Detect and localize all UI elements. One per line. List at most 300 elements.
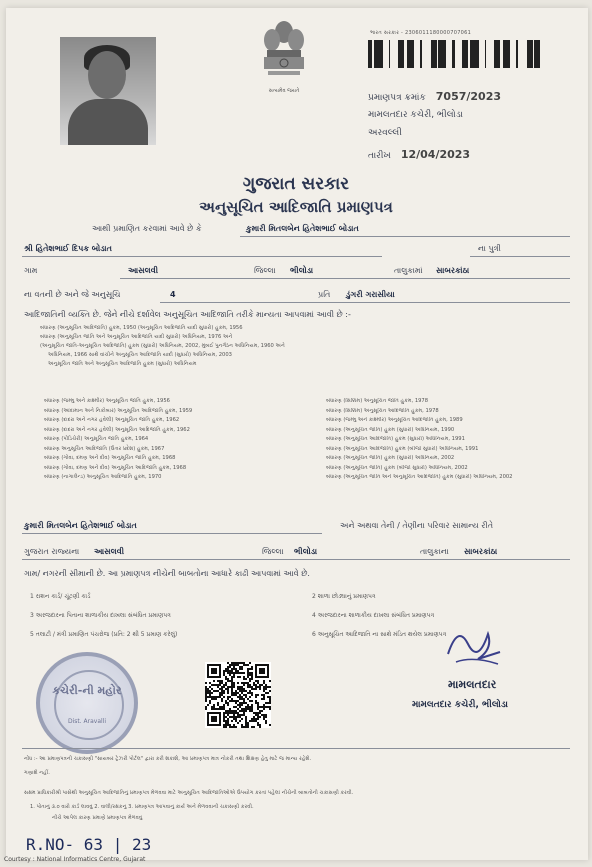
barcode-bar [440, 40, 443, 68]
qr-module [227, 662, 229, 664]
barcode-bar [371, 40, 372, 68]
qr-module [255, 714, 257, 716]
qr-module [239, 702, 241, 704]
order-item: બંધારણ (આંદામાન અને નિકોબાર) અનુસૂચિત આદિજાતિ હુકમ, 1959 [44, 407, 193, 414]
note-3: 1. પોતાનું ૩.૦ વારો કાર્ડ લાવવું 2. વાલી/રક્ષકનું 3. પ્રમાણપત્ર આપવાનું કાર્ય અને મેળવવાની ચકાસણી કરવી. [30, 804, 254, 810]
qr-module [259, 668, 265, 674]
qr-module [229, 712, 231, 714]
basis-item [312, 631, 446, 639]
qr-module [237, 672, 239, 674]
qr-module [241, 682, 243, 684]
qr-module [241, 714, 243, 716]
qr-module [241, 702, 243, 704]
qr-module [211, 708, 213, 710]
qr-module [231, 678, 233, 680]
qr-module [265, 692, 267, 694]
qr-module [261, 706, 263, 708]
qr-module [245, 718, 247, 720]
qr-module [239, 698, 241, 700]
qr-module [239, 676, 241, 678]
qr-module [225, 722, 227, 724]
qr-module [253, 720, 255, 722]
order-item: બંધારણ (સિક્કિમ) અનુસૂચિત આદિજાતિ હુકમ, 1978 [326, 407, 439, 414]
qr-module [239, 706, 241, 708]
qr-module [269, 680, 271, 682]
qr-module [257, 706, 259, 708]
qr-module [229, 696, 231, 698]
barcode [368, 40, 540, 68]
officer-signature [438, 614, 508, 674]
barcode-bar [413, 40, 414, 68]
qr-module [233, 716, 235, 718]
qr-module [227, 680, 229, 682]
qr-module [231, 688, 233, 690]
qr-module [223, 726, 225, 728]
taluka-label: તાલુકામાં [394, 266, 423, 275]
qr-module [241, 698, 243, 700]
qr-module [263, 708, 265, 710]
qr-module [265, 686, 267, 688]
qr-module [269, 690, 271, 692]
qr-module [237, 686, 239, 688]
qr-module [229, 716, 231, 718]
barcode-bar [527, 40, 528, 68]
qr-module [221, 700, 223, 702]
qr-module [245, 706, 247, 708]
qr-module [233, 674, 235, 676]
district-label: જિલ્લા [254, 266, 276, 275]
order-item: બંધારણ (પોંડિચેરી) અનુસૂચિત જાતિ હુકમ, 1964 [44, 436, 149, 442]
qr-module [225, 670, 227, 672]
qr-module [211, 706, 213, 708]
schedule-no: 4 [170, 290, 176, 299]
qr-module [225, 668, 227, 670]
qr-module [227, 698, 229, 700]
tribe-statement: આદિજાતિની વ્યક્તિ છે. જેને નીચે દર્શાવેલ અનુસૂચિત આદિજાતિ તરીકે માન્યતા આપવામાં આવી છે :- [24, 310, 351, 319]
qr-module [263, 694, 265, 696]
qr-module [207, 704, 209, 706]
qr-module [241, 704, 243, 706]
order-item: બંધારણ (નાગાલેન્ડ) અનુસૂચિત આદિજાતિ હુકમ, 1970 [44, 474, 162, 480]
qr-module [205, 688, 207, 690]
qr-module [251, 710, 253, 712]
emblem-caption: સત્યમેવ જયતે [268, 88, 300, 94]
qr-module [249, 668, 251, 670]
qr-module [243, 684, 245, 686]
qr-module [241, 688, 243, 690]
qr-module [257, 716, 259, 718]
qr-module [247, 722, 249, 724]
qr-module [209, 702, 211, 704]
qr-module [241, 692, 243, 694]
qr-module [205, 692, 207, 694]
qr-module [217, 686, 219, 688]
qr-module [235, 670, 237, 672]
order-item: બંધારણ (અનુસૂચિત આદિજાતિ) હુકમ (સુધારો) અધિનિયમ, 1991 [326, 436, 465, 442]
qr-module [225, 726, 227, 728]
qr-module [267, 692, 269, 694]
qr-module [235, 702, 237, 704]
qr-module [239, 672, 241, 674]
qr-module [267, 686, 269, 688]
qr-module [237, 716, 239, 718]
qr-module [235, 718, 237, 720]
qr-module [243, 700, 245, 702]
qr-module [233, 726, 235, 728]
qr-module [225, 712, 227, 714]
qr-module [211, 668, 217, 674]
qr-module [227, 722, 229, 724]
barcode-bar [410, 40, 413, 68]
qr-module [209, 686, 211, 688]
footer-credit: Courtesy : National Informatics Centre, Gujarat [4, 856, 146, 863]
note-2: સક્ષમ પ્રાધિકારીશ્રી પાસેથી અનુસૂચિત આદિજાતિનું પ્રમાણપત્ર મેળવવા માટે અનુસૂચિત આદિજાતિઓએ ઉપયોગ કરતાં પહેલાં નીચેની બાબતોની ચકાસણી કરવી. [24, 790, 354, 796]
qr-module [255, 700, 257, 702]
qr-module [227, 718, 229, 720]
father-name: શ્રી હિતેશભાઈ દિપક બોડાત [24, 244, 112, 253]
qr-module [219, 682, 221, 684]
qr-module [245, 682, 247, 684]
qr-module [235, 710, 237, 712]
barcode-bar [530, 40, 533, 68]
qr-module [249, 672, 251, 674]
qr-module [217, 696, 219, 698]
barcode-bar [443, 40, 444, 68]
qr-module [239, 720, 241, 722]
basis-item-text: અરજદારના શાળાકીય દાખલા સંબંધિત પ્રમાણપત્ર [317, 612, 435, 619]
qr-module [231, 710, 233, 712]
qr-module [247, 726, 249, 728]
qr-module [225, 676, 227, 678]
qr-module [247, 676, 249, 678]
qr-module [217, 680, 219, 682]
national-emblem-icon [258, 18, 310, 94]
qr-module [231, 720, 233, 722]
barcode-bar [407, 40, 408, 68]
qr-module [249, 674, 251, 676]
barcode-bar [509, 40, 510, 68]
qr-module [257, 702, 259, 704]
village-label: ગામ [24, 266, 38, 275]
qr-module [251, 678, 253, 680]
qr-module [241, 690, 243, 692]
qr-module [259, 712, 261, 714]
qr-module [231, 686, 233, 688]
officer-title: મામલતદાર [448, 678, 497, 691]
qr-module [229, 674, 231, 676]
qr-module [209, 682, 211, 684]
qr-module [213, 684, 215, 686]
qr-module [269, 696, 271, 698]
qr-module [245, 696, 247, 698]
qr-module [263, 698, 265, 700]
qr-module [219, 680, 221, 682]
barcode-bar [474, 40, 476, 68]
qr-module [255, 718, 257, 720]
qr-module [229, 724, 231, 726]
order-item: બંધારણ (દાદરા અને નગર હવેલી) અનુસૂચિત જાતિ હુકમ, 1962 [44, 417, 180, 423]
qr-module [223, 716, 225, 718]
qr-module [255, 720, 257, 722]
qr-module [251, 676, 253, 678]
family-text: અને અથવા તેની / તેણીના પરિવાર સામાન્ય રીતે [340, 521, 494, 530]
qr-module [243, 676, 245, 678]
qr-module [247, 674, 249, 676]
qr-module [235, 716, 237, 718]
issue-date: તારીખ 12/04/2023 [368, 148, 471, 161]
office-name: મામલતદાર કચેરી, ભીલોડા [368, 110, 463, 120]
qr-module [217, 690, 219, 692]
qr-module [229, 672, 231, 674]
qr-module [269, 700, 271, 702]
basis-item-number: 1 [30, 593, 36, 600]
qr-module [243, 664, 245, 666]
qr-module [221, 692, 223, 694]
qr-module [227, 714, 229, 716]
qr-module [245, 664, 247, 666]
qr-module [259, 688, 261, 690]
qr-module [211, 692, 213, 694]
qr-module [253, 682, 255, 684]
qr-module [243, 678, 245, 680]
qr-module [263, 682, 265, 684]
qr-module [227, 668, 229, 670]
qr-module [243, 672, 245, 674]
qr-module [205, 708, 207, 710]
qr-module [263, 718, 265, 720]
qr-module [205, 682, 207, 684]
qr-module [233, 666, 235, 668]
order-item: બંધારણ (ગોવા, દમણ અને દીવ) અનુસૂચિત આદિજાતિ હુકમ, 1968 [44, 464, 187, 471]
qr-module [245, 724, 247, 726]
qr-module [251, 688, 253, 690]
qr-module [255, 684, 257, 686]
qr-module [247, 724, 249, 726]
qr-module [227, 666, 229, 668]
qr-module [249, 700, 251, 702]
barcode-bar [378, 40, 380, 68]
qr-module [215, 708, 217, 710]
qr-module [243, 682, 245, 684]
government-title: ગુજરાત સરકાર [242, 174, 350, 194]
qr-module [241, 726, 243, 728]
barcode-bar [470, 40, 473, 68]
qr-module [267, 706, 269, 708]
note-1b: ગણાશે નહીં. [24, 770, 50, 776]
qr-module [205, 698, 207, 700]
qr-module [229, 686, 231, 688]
qr-module [235, 706, 237, 708]
qr-module [255, 694, 257, 696]
basis-item-text: તલાટી / મંત્રી પ્રમાણિત પંચરોજ (પ્રતિ: 2 થી 5 પ્રમાણ કરેલું) [35, 631, 178, 638]
barcode-bar [503, 40, 504, 68]
certificate-number: પ્રમાણપત્ર ક્રમાંક 7057/2023 [368, 90, 502, 103]
qr-module [257, 686, 259, 688]
qr-module [213, 704, 215, 706]
barcode-bar [431, 40, 432, 68]
qr-module [247, 704, 249, 706]
qr-module [249, 706, 251, 708]
qr-module [211, 716, 217, 722]
qr-module [231, 690, 233, 692]
qr-module [249, 710, 251, 712]
qr-module [217, 708, 219, 710]
qr-module [241, 696, 243, 698]
qr-module [237, 670, 239, 672]
order-item: બંધારણ (અનુસૂચિત જાતિ) હુકમ (બીજો સુધારો) અધિનિયમ, 2002 [326, 464, 468, 471]
barcode-bar [498, 40, 500, 68]
qr-module [259, 716, 261, 718]
qr-module [265, 684, 267, 686]
handwritten-registration-number: R.NO- 63 | 23 [26, 835, 152, 854]
qr-module [251, 700, 253, 702]
qr-module [239, 686, 241, 688]
qr-module [269, 702, 271, 704]
qr-module [253, 718, 255, 720]
qr-module [251, 706, 253, 708]
qr-module [231, 684, 233, 686]
qr-module [239, 710, 241, 712]
qr-module [263, 714, 265, 716]
qr-module [247, 686, 249, 688]
qr-module [247, 664, 249, 666]
qr-module [219, 692, 221, 694]
qr-module [227, 692, 229, 694]
qr-module [227, 686, 229, 688]
qr-module [209, 694, 211, 696]
qr-module [253, 684, 255, 686]
qr-module [245, 722, 247, 724]
barcode-bar [432, 40, 434, 68]
qr-module [221, 690, 223, 692]
qr-module [267, 696, 269, 698]
qr-module [227, 710, 229, 712]
qr-module [221, 682, 223, 684]
qr-module [217, 702, 219, 704]
qr-module [231, 676, 233, 678]
qr-module [233, 700, 235, 702]
qr-module [243, 688, 245, 690]
barcode-bar [534, 40, 536, 68]
qr-module [261, 710, 263, 712]
caste-name: ડુંગરી ગરાસીયા [346, 290, 395, 299]
qr-module [227, 720, 229, 722]
qr-module [227, 704, 229, 706]
qr-module [229, 700, 231, 702]
qr-module [209, 692, 211, 694]
qr-module [245, 708, 247, 710]
qr-module [263, 696, 265, 698]
certificate-title: અનુસૂચિત આદિજાતિ પ્રમાણપત્ર [199, 198, 393, 216]
qr-module [217, 704, 219, 706]
certify-intro: આથી પ્રમાણિત કરવામાં આવે છે કે [92, 224, 202, 233]
qr-module [239, 714, 241, 716]
qr-module [231, 712, 233, 714]
qr-module [245, 710, 247, 712]
qr-module [231, 662, 233, 664]
qr-module [205, 686, 207, 688]
order-item: બંધારણ (અનુસૂચિત જાતિ) હુકમ (સુધારો) અધિનિયમ, 1990 [326, 426, 455, 433]
qr-module [223, 690, 225, 692]
qr-module [211, 688, 213, 690]
applicant-name: કુમારી મિતલબેન હિતેશભાઈ બોડાત [246, 224, 359, 233]
qr-module [237, 682, 239, 684]
qr-module [237, 696, 239, 698]
qr-module [239, 694, 241, 696]
qr-module [241, 662, 243, 664]
qr-module [239, 704, 241, 706]
qr-module [263, 690, 265, 692]
qr-module [239, 696, 241, 698]
qr-module [233, 706, 235, 708]
barcode-bar [438, 40, 440, 68]
qr-module [257, 680, 259, 682]
barcode-bar [516, 40, 518, 68]
qr-module [215, 684, 217, 686]
qr-module [217, 684, 219, 686]
qr-module [267, 702, 269, 704]
barcode-bar [389, 40, 390, 68]
qr-module [233, 686, 235, 688]
qr-module [211, 696, 213, 698]
barcode-bar [539, 40, 540, 68]
qr-module [243, 690, 245, 692]
qr-module [263, 716, 265, 718]
qr-module [211, 684, 213, 686]
qr-module [231, 670, 233, 672]
qr-module [221, 708, 223, 710]
qr-module [247, 692, 249, 694]
barcode-bar [434, 40, 437, 68]
qr-module [225, 700, 227, 702]
qr-module [205, 690, 207, 692]
qr-module [255, 696, 257, 698]
qr-module [229, 670, 231, 672]
qr-module [251, 666, 253, 668]
qr-module [243, 702, 245, 704]
qr-module [219, 708, 221, 710]
qr-module [247, 708, 249, 710]
qr-module [251, 686, 253, 688]
qr-module [251, 694, 253, 696]
qr-module [233, 668, 235, 670]
barcode-bar [506, 40, 509, 68]
qr-module [239, 688, 241, 690]
qr-module [237, 712, 239, 714]
qr-module [209, 700, 211, 702]
qr-module [255, 686, 257, 688]
barcode-bar [462, 40, 464, 68]
barcode-bar [377, 40, 378, 68]
qr-module [225, 688, 227, 690]
qr-module [227, 724, 229, 726]
qr-module [227, 688, 229, 690]
qr-module [237, 722, 239, 724]
qr-module [243, 698, 245, 700]
basis-item-number: 5 [30, 631, 36, 638]
basis-item-number: 6 [312, 631, 318, 638]
qr-module [247, 682, 249, 684]
qr-module [237, 688, 239, 690]
qr-module [249, 708, 251, 710]
qr-module [233, 662, 235, 664]
qr-module [237, 704, 239, 706]
qr-module [235, 692, 237, 694]
basis-item [30, 612, 171, 620]
qr-module [231, 694, 233, 696]
qr-module [207, 692, 209, 694]
qr-module [211, 698, 213, 700]
